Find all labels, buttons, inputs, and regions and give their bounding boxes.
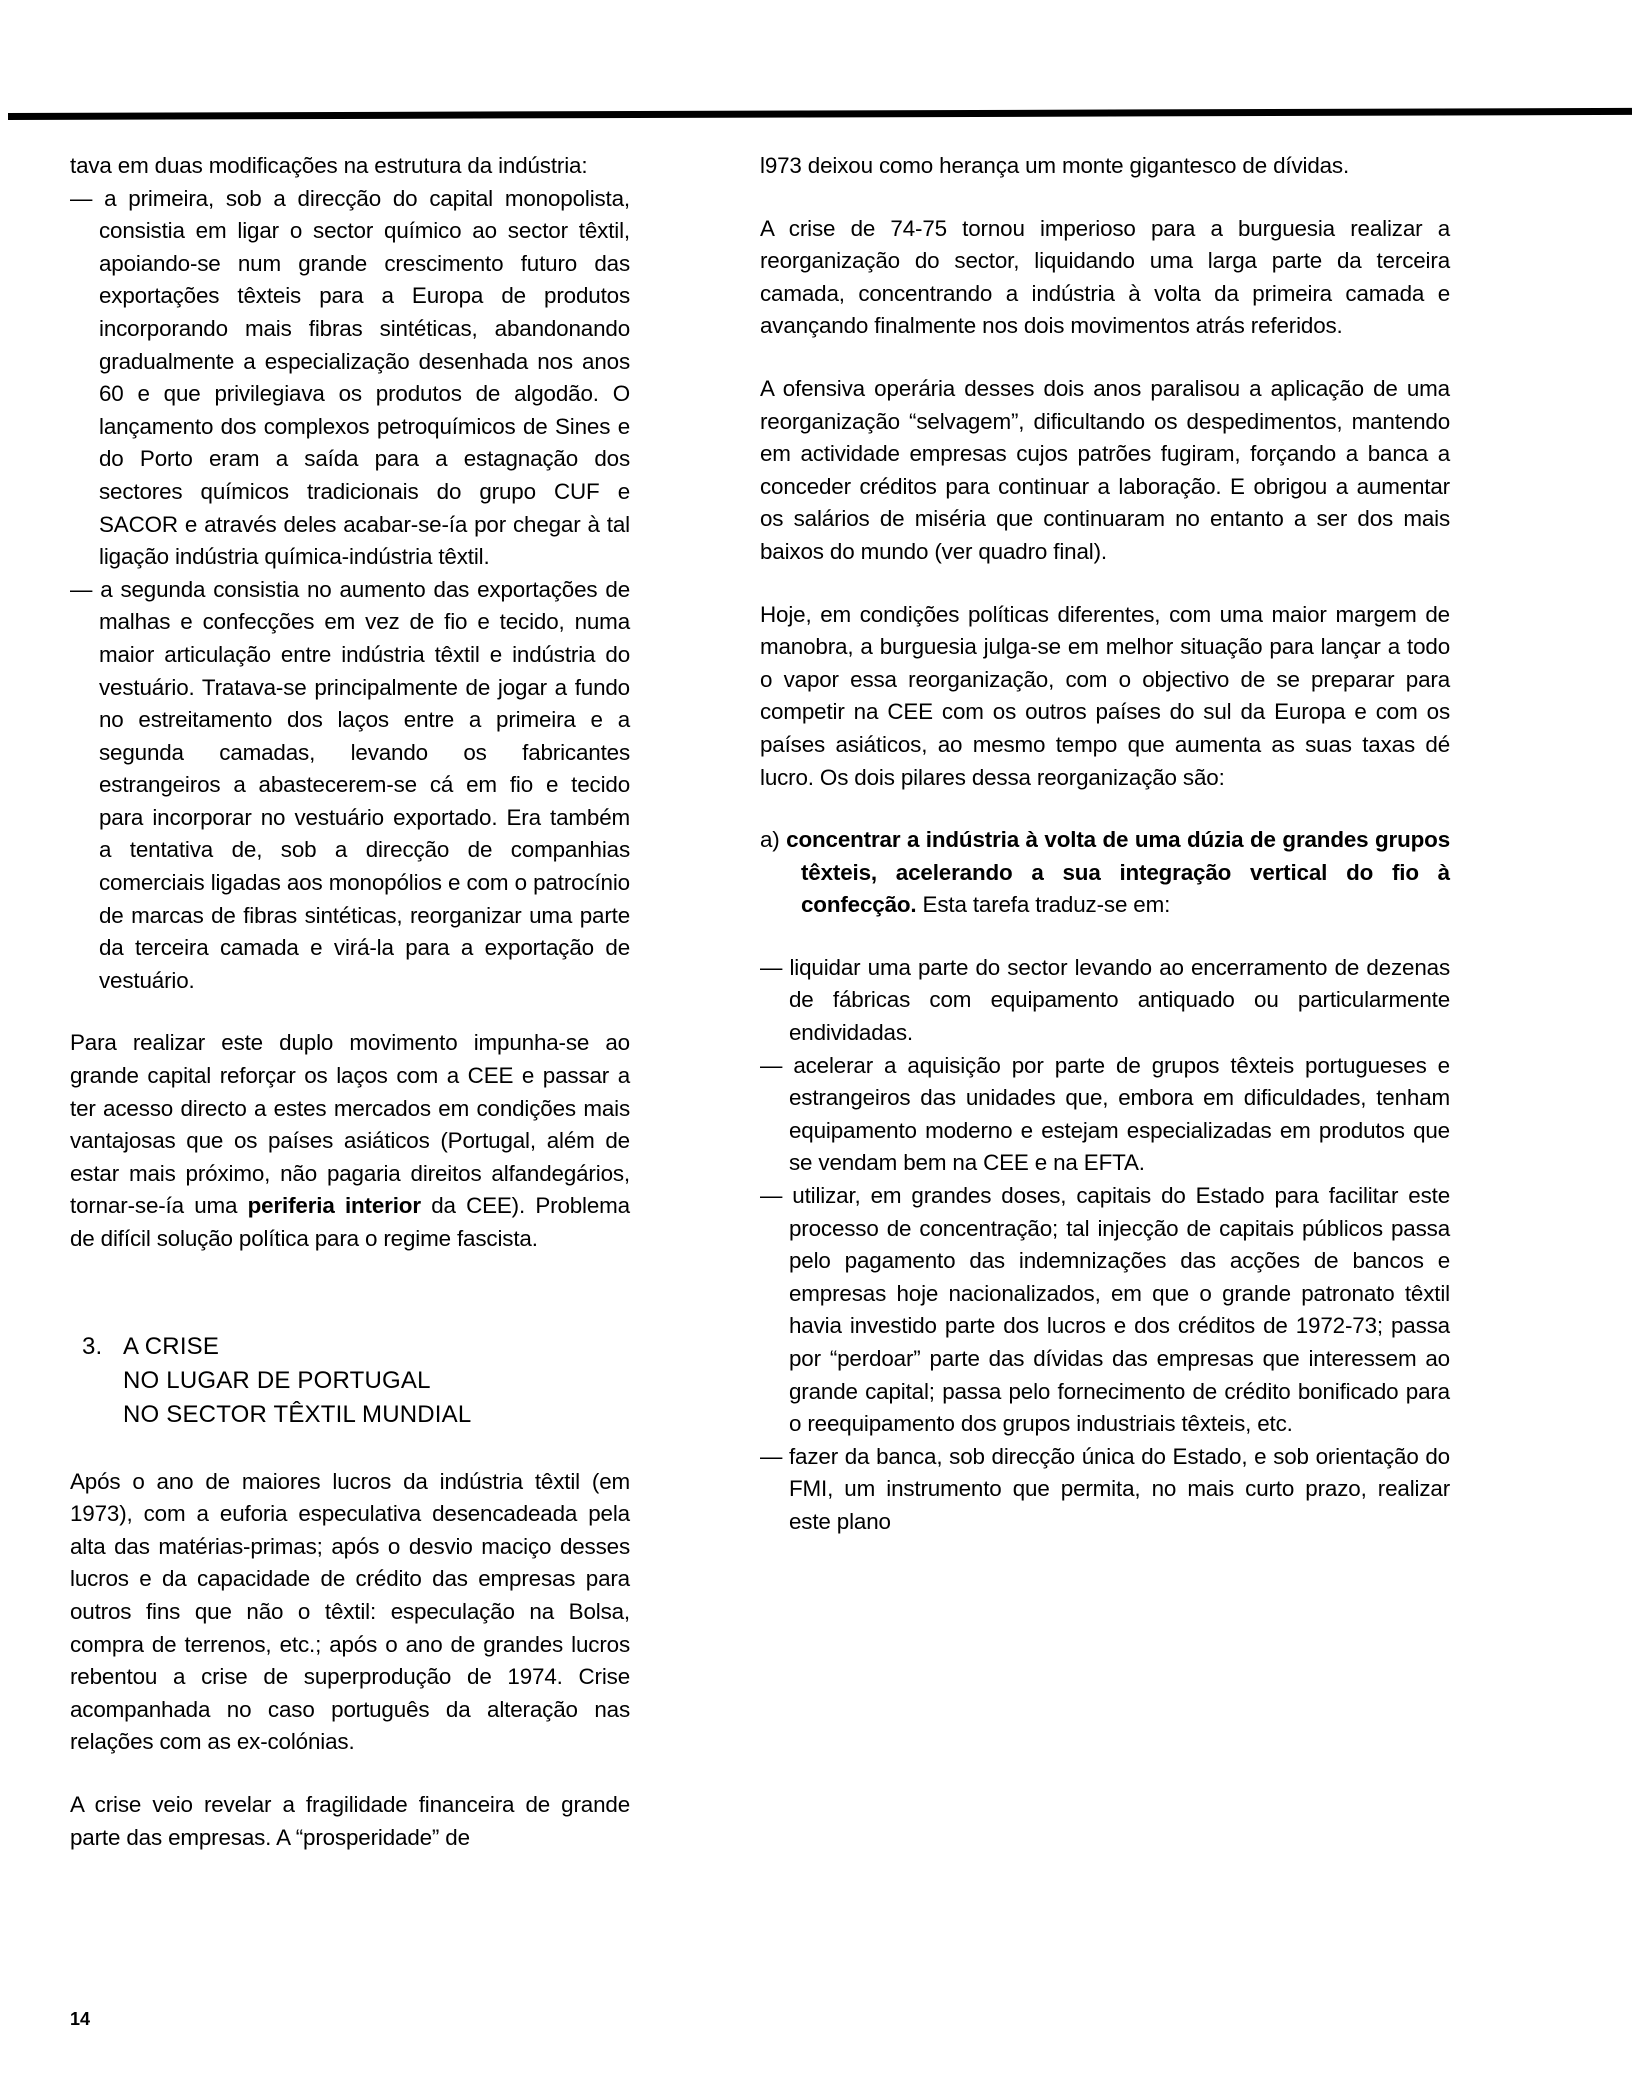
section-heading-line-1 — [82, 1330, 630, 1364]
list-item-a — [760, 824, 1450, 922]
paragraph-cee-post: da CEE). Problema de difícil solução política para o regime fascista. — [70, 1193, 630, 1251]
dash-marker: — — [760, 954, 783, 980]
two-column-body — [0, 150, 1632, 1854]
section-number: 3. — [82, 1332, 103, 1360]
list-item-text: a segunda consistia no aumento das exportações de malhas e confecções em vez de fio e tecido, numa maior articulação entre indústria têxtil e indústria do vestuário. Tratava-se principalmente de jogar a fundo no estreitamento dos laços entre a primeira e a segunda camadas, levando os fabricantes estrangeiros a abastecerem-se cá em fio e tecido para incorporar no vestuário exportado. Era também a tentativa de, sob a direcção de companhias comerciais ligadas aos monopólios e com o patrocínio de marcas de fibras sintéticas, reorganizar uma parte da terceira camada e virá-la para a exportação de vestuário. — [99, 576, 630, 993]
list-item-text: utilizar, em grandes doses, capitais do Estado para facilitar este processo de concentração; tal injecção de capitais públicos passa pelo pagamento das indemnizações das acções de bancos e empresas hoje nacionalizados, em que o grande patronato têxtil havia investido parte dos lucros e dos créditos de 1972-73; passa por “perdoar” parte das dívidas das empresas que interessem ao grande capital; passa pelo fornecimento de crédito bonificado para o reequipamento dos grupos industriais têxteis, etc. — [789, 1183, 1450, 1437]
list-item — [70, 183, 630, 574]
dash-marker: — — [760, 1052, 783, 1078]
list-item-text: a primeira, sob a direcção do capital monopolista, consistia em ligar o sector químico ao sector têxtil, apoiando-se num grande crescimento futuro das exportações têxteis para a Europa de produtos incorporando mais fibras sintéticas, abandonando gradualmente a especialização desenhada nos anos 60 e que privilegiava os produtos de algodão. O lançamento dos complexos petroquímicos de Sines e do Porto eram a saída para a estagnação dos sectores químicos tradicionais do grupo CUF e SACOR e através deles acabar-se-ía por chegar à tal ligação indústria química-indústria têxtil. — [99, 185, 631, 570]
list-item-text: liquidar uma parte do sector levando ao encerramento de dezenas de fábricas com equipamento antiquado ou particularmente endividadas. — [789, 954, 1450, 1046]
paragraph-cee-pre: Para realizar este duplo movimento impunha-se ao grande capital reforçar os laços com a CEE e passar a ter acesso directo a estes mercados em condições mais vantajosas que os países asiáticos (Portugal, além de estar mais próximo, não pagaria direitos alfandegários, tornar-se-ía uma — [70, 1030, 630, 1219]
list-item — [70, 574, 630, 998]
list-item-a-bold-text: concentrar a indústria à volta de uma dúzia de grandes grupos têxteis, acelerando a sua integração vertical do fio à confecção. — [786, 827, 1450, 918]
list-item — [760, 1050, 1450, 1180]
dash-marker: — — [760, 1443, 783, 1469]
section-heading-text-1: A CRISE — [123, 1332, 220, 1360]
list-item-text: acelerar a aquisição por parte de grupos têxteis portugueses e estrangeiros das unidades que, embora em dificuldades, tenham equipamento moderno e estejam especializadas em produtos que se vendam bem na CEE e na EFTA. — [789, 1052, 1450, 1176]
page-number: 14 — [70, 2009, 91, 2029]
list-item — [760, 1441, 1450, 1539]
continuation-line: tava em duas modificações na estrutura da indústria: — [70, 153, 588, 178]
paragraph-continuation-1973: l973 deixou como herança um monte gigantesco de dívidas. — [760, 153, 1350, 178]
header-rule — [8, 108, 1632, 120]
section-heading-text-2: NO LUGAR DE PORTUGAL — [123, 1366, 431, 1394]
list-item — [760, 952, 1450, 1050]
dash-marker: — — [70, 576, 93, 602]
section-heading-line-2 — [82, 1364, 630, 1398]
list-item — [760, 1180, 1450, 1441]
alpha-marker: a) — [760, 827, 780, 853]
paragraph-ofensiva-operaria: A ofensiva operária desses dois anos paralisou a aplicação de uma reorganização “selvagem”, dificultando os despedimentos, mantendo em actividade empresas cujos patrões fugiram, forçando a banca a conceder créditos para continuar a laboração. E obrigou a aumentar os salários de miséria que continuaram no entanto a ser dos mais baixos do mundo (ver quadro final). — [760, 375, 1450, 564]
paragraph-crise-veio: A crise veio revelar a fragilidade financeira de grande parte das empresas. A “prosperidade” de — [70, 1791, 630, 1850]
section-heading — [70, 1330, 630, 1432]
paragraph-cee — [70, 1027, 630, 1255]
paragraph-gap — [70, 997, 630, 1027]
paragraph-apos: Após o ano de maiores lucros da indústria têxtil (em 1973), com a euforia especulativa desencadeada pela alta das matérias-primas; após o desvio maciço desses lucros e da capacidade de crédito das empresas para outros fins que não o têxtil: especulação na Bolsa, compra de terrenos, etc.; após o ano de grandes lucros rebentou a crise de superprodução de 1974. Crise acompanhada no caso português da alteração nas relações com as ex-colónias. — [70, 1468, 630, 1755]
section-heading-line-3 — [82, 1398, 630, 1432]
left-column — [0, 150, 760, 1854]
section-heading-text-3: NO SECTOR TÊXTIL MUNDIAL — [123, 1400, 472, 1428]
paragraph-crise-74-75: A crise de 74-75 tornou imperioso para a burguesia realizar a reorganização do sector, liquidando uma larga parte da terceira camada, concentrando a indústria à volta da primeira camada e avançando finalmente nos dois movimentos atrás referidos. — [760, 215, 1450, 339]
dash-marker: — — [760, 1183, 783, 1209]
paragraph-hoje: Hoje, em condições políticas diferentes, com uma maior margem de manobra, a burguesia julga-se em melhor situação para lançar a todo o vapor essa reorganização, com o objectivo de se preparar para competir na CEE com os outros países do sul da Europa e com os países asiáticos, ao mesmo tempo que aumenta as suas taxas dé lucro. Os dois pilares dessa reorganização são: — [760, 601, 1450, 790]
right-column — [760, 150, 1632, 1539]
emphasis-periferia-interior: periferia interior — [247, 1193, 421, 1219]
dash-marker: — — [70, 185, 93, 211]
list-item-text: fazer da banca, sob direcção única do Estado, e sob orientação do FMI, um instrumento que permita, no mais curto prazo, realizar este plano — [788, 1443, 1450, 1534]
list-item-a-plain-text: Esta tarefa traduz-se em: — [916, 892, 1171, 918]
